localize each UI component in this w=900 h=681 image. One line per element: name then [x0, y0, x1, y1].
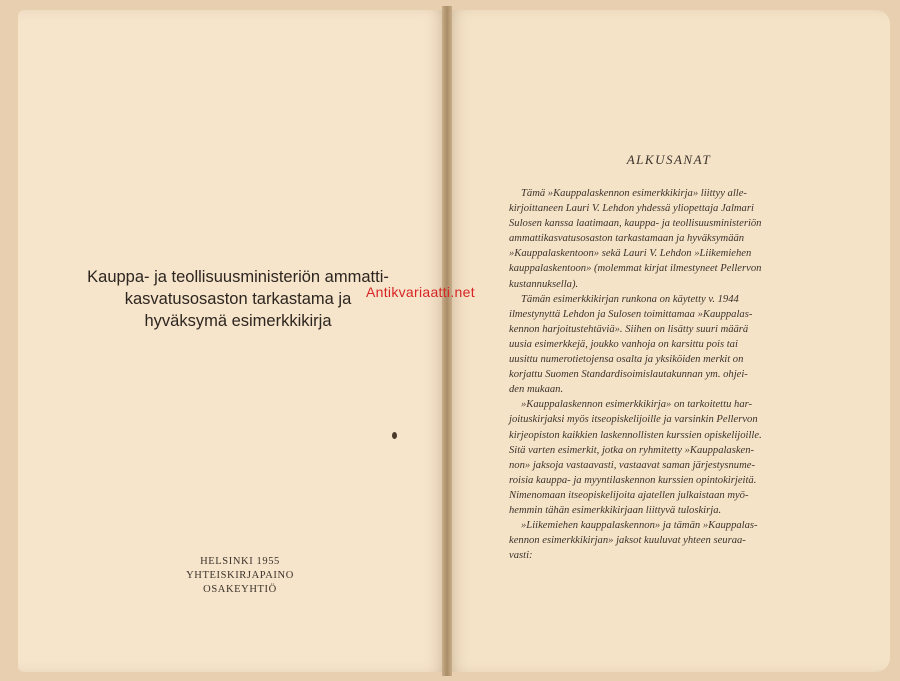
- preface-line: roisia kauppa- ja myyntilaskennon kurssien opintokirjeitä.: [509, 474, 757, 486]
- preface-line: kauppalaskentoon» (molemmat kirjat ilmestyneet Pellervon: [509, 263, 762, 275]
- preface-line: den mukaan.: [509, 384, 564, 396]
- preface-line: »Kauppalaskentoon» sekä Lauri V. Lehdon »Liikemiehen: [509, 248, 752, 260]
- preface-line: kirjoittaneen Lauri V. Lehdon yhdessä yliopettaja Jalmari: [509, 203, 754, 215]
- preface-line: »Kauppalaskennon esimerkkikirja» on tarkoitettu har-: [521, 399, 753, 411]
- preface-line: ammattikasvatusosaston tarkastamaan ja hyväksymään: [509, 233, 745, 245]
- approval-line: kasvatusosaston tarkastama ja: [124, 290, 352, 308]
- preface-line: uusia esimerkkejä, joukko vanhoja on karsittu pois tai: [509, 338, 738, 350]
- preface-line: ilmestynyttä Lehdon ja Sulosen toimittamaa »Kauppalas-: [509, 308, 753, 320]
- ink-spot: [392, 432, 397, 439]
- preface-text: [509, 186, 854, 563]
- publisher-imprint: [140, 555, 340, 597]
- approval-line: hyväksymä esimerkkikirja: [144, 312, 332, 330]
- approval-line: Kauppa- ja teollisuusministeriön ammatti-: [87, 268, 389, 286]
- watermark: Antikvariaatti.net: [366, 284, 475, 300]
- imprint-line: HELSINKI 1955: [200, 556, 280, 567]
- preface-line: kirjeopiston kaikkien laskennollisten kurssien opiskelijoille.: [509, 429, 762, 441]
- preface-line: vasti:: [509, 550, 533, 562]
- preface-line: uusittu numerotietojensa osalta ja yksiköiden merkit on: [509, 354, 744, 366]
- page-heading: ALKUSANAT: [626, 152, 712, 167]
- preface-line: kustannuksella).: [509, 278, 579, 290]
- preface-line: non» jaksoja vastaavasti, vastaavat saman järjestysnume-: [509, 459, 755, 471]
- preface-line: Tämän esimerkkikirjan runkona on käytetty v. 1944: [521, 293, 739, 305]
- preface-line: Sitä varten esimerkit, jotka on ryhmitetty »Kauppalasken-: [509, 444, 755, 456]
- preface-line: Sulosen kanssa laatimaan, kauppa- ja teollisuusministeriön: [509, 218, 762, 230]
- preface-line: kennon esimerkkikirjan» jaksot kuuluvat yhteen seuraa-: [509, 535, 746, 547]
- preface-line: korjattu Suomen Standardisoimislautakunnan ym. ohjei-: [509, 369, 748, 381]
- imprint-line: YHTEISKIRJAPAINO: [186, 570, 294, 581]
- preface-line: Nimenomaan itseopiskelijoita ajatellen julkaistaan myö-: [509, 489, 749, 501]
- imprint-line: OSAKEYHTIÖ: [203, 584, 277, 595]
- preface-line: Tämä »Kauppalaskennon esimerkkikirja» liittyy alle-: [521, 188, 747, 199]
- preface-line: kennon harjoitustehtäviä». Siihen on lisätty suuri määrä: [509, 323, 749, 335]
- book-gutter: [442, 6, 452, 676]
- preface-line: »Liikemiehen kauppalaskennon» ja tämän »Kauppalas-: [521, 520, 758, 532]
- preface-line: joituskirjaksi myös itseopiskelijoille ja varsinkin Pellervon: [509, 414, 758, 426]
- preface-line: hemmin tähän esimerkkikirjaan liittyvä tuloskirja.: [509, 504, 722, 516]
